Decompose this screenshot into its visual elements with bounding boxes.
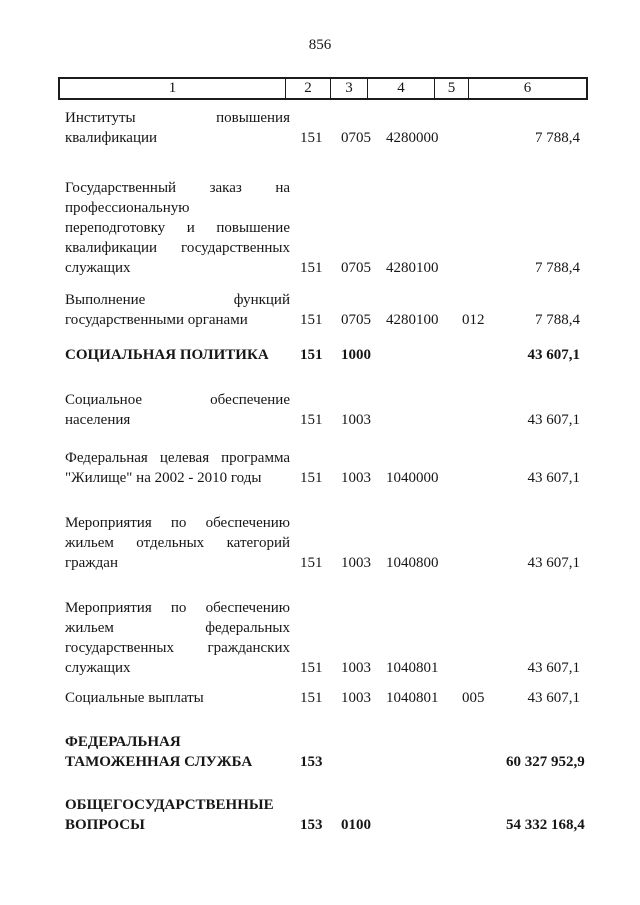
row-name-line: ТАМОЖЕННАЯ СЛУЖБА xyxy=(65,754,253,770)
row-name-line: государственных гражданских xyxy=(65,640,290,656)
row-name-line: квалификации xyxy=(65,130,158,146)
cell-col6: 43 607,1 xyxy=(527,555,580,571)
table-row-section xyxy=(65,732,585,772)
cell-col4: 1040800 xyxy=(386,555,439,571)
table-body xyxy=(65,100,585,835)
row-name-line: Социальное обеспечение xyxy=(65,392,290,408)
cell-col3: 1003 xyxy=(341,470,371,486)
row-name xyxy=(65,390,290,430)
cell-col2: 151 xyxy=(300,660,323,676)
cell-col2: 151 xyxy=(300,312,323,328)
header-cell-4: 4 xyxy=(368,79,435,98)
row-name-line: населения xyxy=(65,412,131,428)
cell-col3: 0705 xyxy=(341,130,371,146)
row-name-line: квалификации государственных xyxy=(65,240,290,256)
cell-col2: 151 xyxy=(300,690,323,706)
cell-col5: 005 xyxy=(462,690,485,706)
cell-col2: 151 xyxy=(300,412,323,428)
header-cell-2: 2 xyxy=(286,79,331,98)
cell-col4: 4280100 xyxy=(386,312,439,328)
cell-col4: 1040000 xyxy=(386,470,439,486)
row-name xyxy=(65,513,290,573)
header-cell-5: 5 xyxy=(435,79,469,98)
row-name-line: ОБЩЕГОСУДАРСТВЕННЫЕ xyxy=(65,797,274,813)
row-name xyxy=(65,688,290,708)
row-name xyxy=(65,345,290,365)
cell-col2: 153 xyxy=(300,754,323,770)
row-name-line: ВОПРОСЫ xyxy=(65,817,145,833)
table-row xyxy=(65,513,580,573)
cell-col2: 151 xyxy=(300,470,323,486)
row-name-line: Мероприятия по обеспечению xyxy=(65,600,290,616)
cell-col5: 012 xyxy=(462,312,485,328)
table-row-section xyxy=(65,345,580,365)
table-row-section xyxy=(65,795,585,835)
table-row xyxy=(65,448,580,488)
row-name-line: ФЕДЕРАЛЬНАЯ xyxy=(65,734,181,750)
row-name xyxy=(65,108,290,148)
cell-col6: 43 607,1 xyxy=(527,690,580,706)
cell-col6: 7 788,4 xyxy=(535,312,580,328)
row-name-line: профессиональную xyxy=(65,200,190,216)
row-name-line: Выполнение функций xyxy=(65,292,290,308)
row-name xyxy=(65,178,290,278)
row-name-line: Федеральная целевая программа xyxy=(65,450,290,466)
cell-col6: 43 607,1 xyxy=(527,660,580,676)
header-cell-6: 6 xyxy=(523,80,532,96)
row-name-line: служащих xyxy=(65,660,131,676)
row-name xyxy=(65,448,290,488)
cell-col3: 1003 xyxy=(341,660,371,676)
cell-col3: 1003 xyxy=(341,412,371,428)
row-name-line: граждан xyxy=(65,555,118,571)
cell-col2: 151 xyxy=(300,347,323,363)
row-name xyxy=(65,598,290,678)
row-name-line: СОЦИАЛЬНАЯ ПОЛИТИКА xyxy=(65,347,269,363)
row-name-line: государственными органами xyxy=(65,312,248,328)
cell-col4: 1040801 xyxy=(386,690,439,706)
header-cell-3: 3 xyxy=(331,79,368,98)
cell-col4: 4280100 xyxy=(386,260,439,276)
row-name-line: переподготовку и повышение xyxy=(65,220,290,236)
table-row xyxy=(65,390,580,430)
cell-col6: 7 788,4 xyxy=(535,260,580,276)
cell-col4: 4280000 xyxy=(386,130,439,146)
row-name-line: жильем федеральных xyxy=(65,620,290,636)
cell-col3: 0100 xyxy=(341,817,371,833)
table-header xyxy=(58,77,588,100)
table-row xyxy=(65,178,580,278)
cell-col6: 60 327 952,9 xyxy=(506,754,585,770)
cell-col2: 153 xyxy=(300,817,323,833)
table-row xyxy=(65,688,580,708)
cell-col6: 7 788,4 xyxy=(535,130,580,146)
row-name-line: Институты повышения xyxy=(65,110,290,126)
table-row xyxy=(65,290,580,330)
row-name-line: жильем отдельных категорий xyxy=(65,535,290,551)
row-name-line: Государственный заказ на xyxy=(65,180,290,196)
cell-col6: 54 332 168,4 xyxy=(506,817,585,833)
cell-col6: 43 607,1 xyxy=(527,412,580,428)
table-row xyxy=(65,598,580,678)
cell-col3: 1000 xyxy=(341,347,371,363)
cell-col3: 1003 xyxy=(341,690,371,706)
cell-col2: 151 xyxy=(300,260,323,276)
cell-col6: 43 607,1 xyxy=(527,347,580,363)
cell-col2: 151 xyxy=(300,130,323,146)
row-name-line: Мероприятия по обеспечению xyxy=(65,515,290,531)
header-cell-1: 1 xyxy=(60,79,286,98)
page-number: 856 xyxy=(308,37,332,53)
row-name xyxy=(65,795,290,835)
cell-col3: 0705 xyxy=(341,312,371,328)
cell-col3: 0705 xyxy=(341,260,371,276)
row-name xyxy=(65,732,290,772)
row-name-line: "Жилище" на 2002 - 2010 годы xyxy=(65,470,262,486)
cell-col3: 1003 xyxy=(341,555,371,571)
row-name-line: служащих xyxy=(65,260,131,276)
row-name-line: Социальные выплаты xyxy=(65,690,204,706)
cell-col4: 1040801 xyxy=(386,660,439,676)
cell-col6: 43 607,1 xyxy=(527,470,580,486)
row-name xyxy=(65,290,290,330)
cell-col2: 151 xyxy=(300,555,323,571)
table-row xyxy=(65,108,580,148)
